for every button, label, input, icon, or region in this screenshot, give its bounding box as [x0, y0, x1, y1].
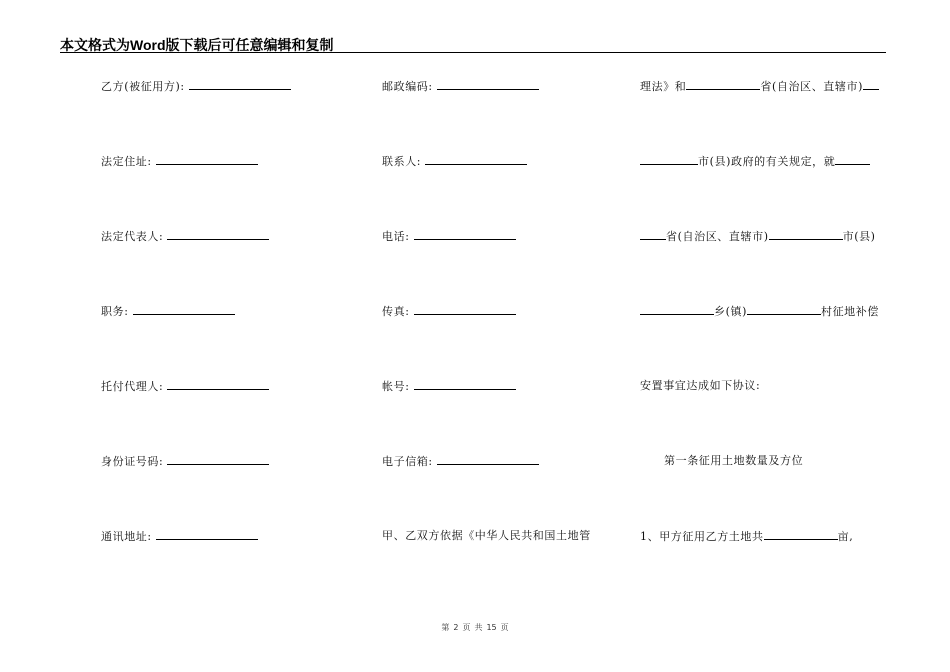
id-number-blank	[167, 454, 269, 465]
footer-text: 页	[500, 623, 509, 632]
body-line-5: 安置事宜达成如下协议:	[640, 379, 761, 392]
contact-blank	[425, 154, 527, 165]
body-text: 村征地补偿	[820, 305, 879, 318]
legal-rep-field	[101, 229, 269, 244]
blank-line	[686, 79, 760, 90]
body-text: 市(县)政府的有关规定，就	[698, 155, 836, 168]
footer-text: 页	[462, 623, 471, 632]
total-page-count: 15	[486, 623, 497, 632]
body-text: 市(县)	[842, 230, 876, 243]
blank-line	[747, 304, 821, 315]
phone-label: 电话:	[382, 230, 410, 243]
id-number-field	[101, 454, 269, 469]
agreement-intro-text: 甲、乙双方依据《中华人民共和国土地管	[382, 529, 591, 542]
legal-rep-label: 法定代表人:	[101, 230, 164, 243]
party-b-field	[101, 79, 291, 94]
position-blank	[133, 304, 235, 315]
address-field	[101, 154, 258, 169]
mail-address-label: 通讯地址:	[101, 530, 152, 543]
body-text: 省(自治区、直辖市)	[760, 80, 863, 93]
header-rule	[60, 52, 886, 53]
body-line-7	[640, 529, 853, 544]
address-label: 法定住址:	[101, 155, 152, 168]
page-footer	[0, 622, 950, 633]
email-blank	[437, 454, 539, 465]
page-header-title: 本文格式为Word版下载后可任意编辑和复制	[60, 37, 334, 53]
phone-field	[382, 229, 516, 244]
address-blank	[156, 154, 258, 165]
blank-line	[835, 154, 870, 165]
legal-rep-blank	[167, 229, 269, 240]
party-b-blank	[189, 79, 291, 90]
footer-text: 第	[441, 623, 450, 632]
position-label: 职务:	[101, 305, 129, 318]
blank-line	[640, 229, 666, 240]
email-label: 电子信箱:	[382, 455, 433, 468]
article-1-heading: 第一条征用土地数量及方位	[664, 454, 804, 467]
agent-blank	[167, 379, 269, 390]
party-b-label: 乙方(被征用方):	[101, 80, 185, 93]
body-text: 理法》和	[640, 80, 687, 93]
agent-field	[101, 379, 269, 394]
fax-blank	[414, 304, 516, 315]
blank-line	[863, 79, 879, 90]
fax-field	[382, 304, 516, 319]
body-line-4	[640, 304, 879, 319]
account-label: 帐号:	[382, 380, 410, 393]
body-line-2	[640, 154, 870, 169]
postcode-label: 邮政编码:	[382, 80, 433, 93]
postcode-field	[382, 79, 539, 94]
footer-text: 共	[474, 623, 483, 632]
body-line-3	[640, 229, 876, 244]
fax-label: 传真:	[382, 305, 410, 318]
blank-line	[640, 154, 698, 165]
contact-field	[382, 154, 527, 169]
mail-address-field	[101, 529, 258, 544]
body-text: 1、甲方征用乙方土地共	[640, 530, 764, 543]
body-text: 乡(镇)	[714, 305, 747, 318]
id-number-label: 身份证号码:	[101, 455, 164, 468]
email-field	[382, 454, 539, 469]
account-blank	[414, 379, 516, 390]
blank-line	[640, 304, 714, 315]
body-text: 省(自治区、直辖市)	[666, 230, 769, 243]
blank-line	[764, 529, 838, 540]
agent-label: 托付代理人:	[101, 380, 164, 393]
position-field	[101, 304, 235, 319]
phone-blank	[414, 229, 516, 240]
account-field	[382, 379, 516, 394]
current-page-number: 2	[453, 623, 459, 632]
postcode-blank	[437, 79, 539, 90]
contact-label: 联系人:	[382, 155, 422, 168]
mail-address-blank	[156, 529, 258, 540]
body-text: 亩,	[837, 530, 854, 543]
blank-line	[769, 229, 843, 240]
body-line-1	[640, 79, 879, 94]
